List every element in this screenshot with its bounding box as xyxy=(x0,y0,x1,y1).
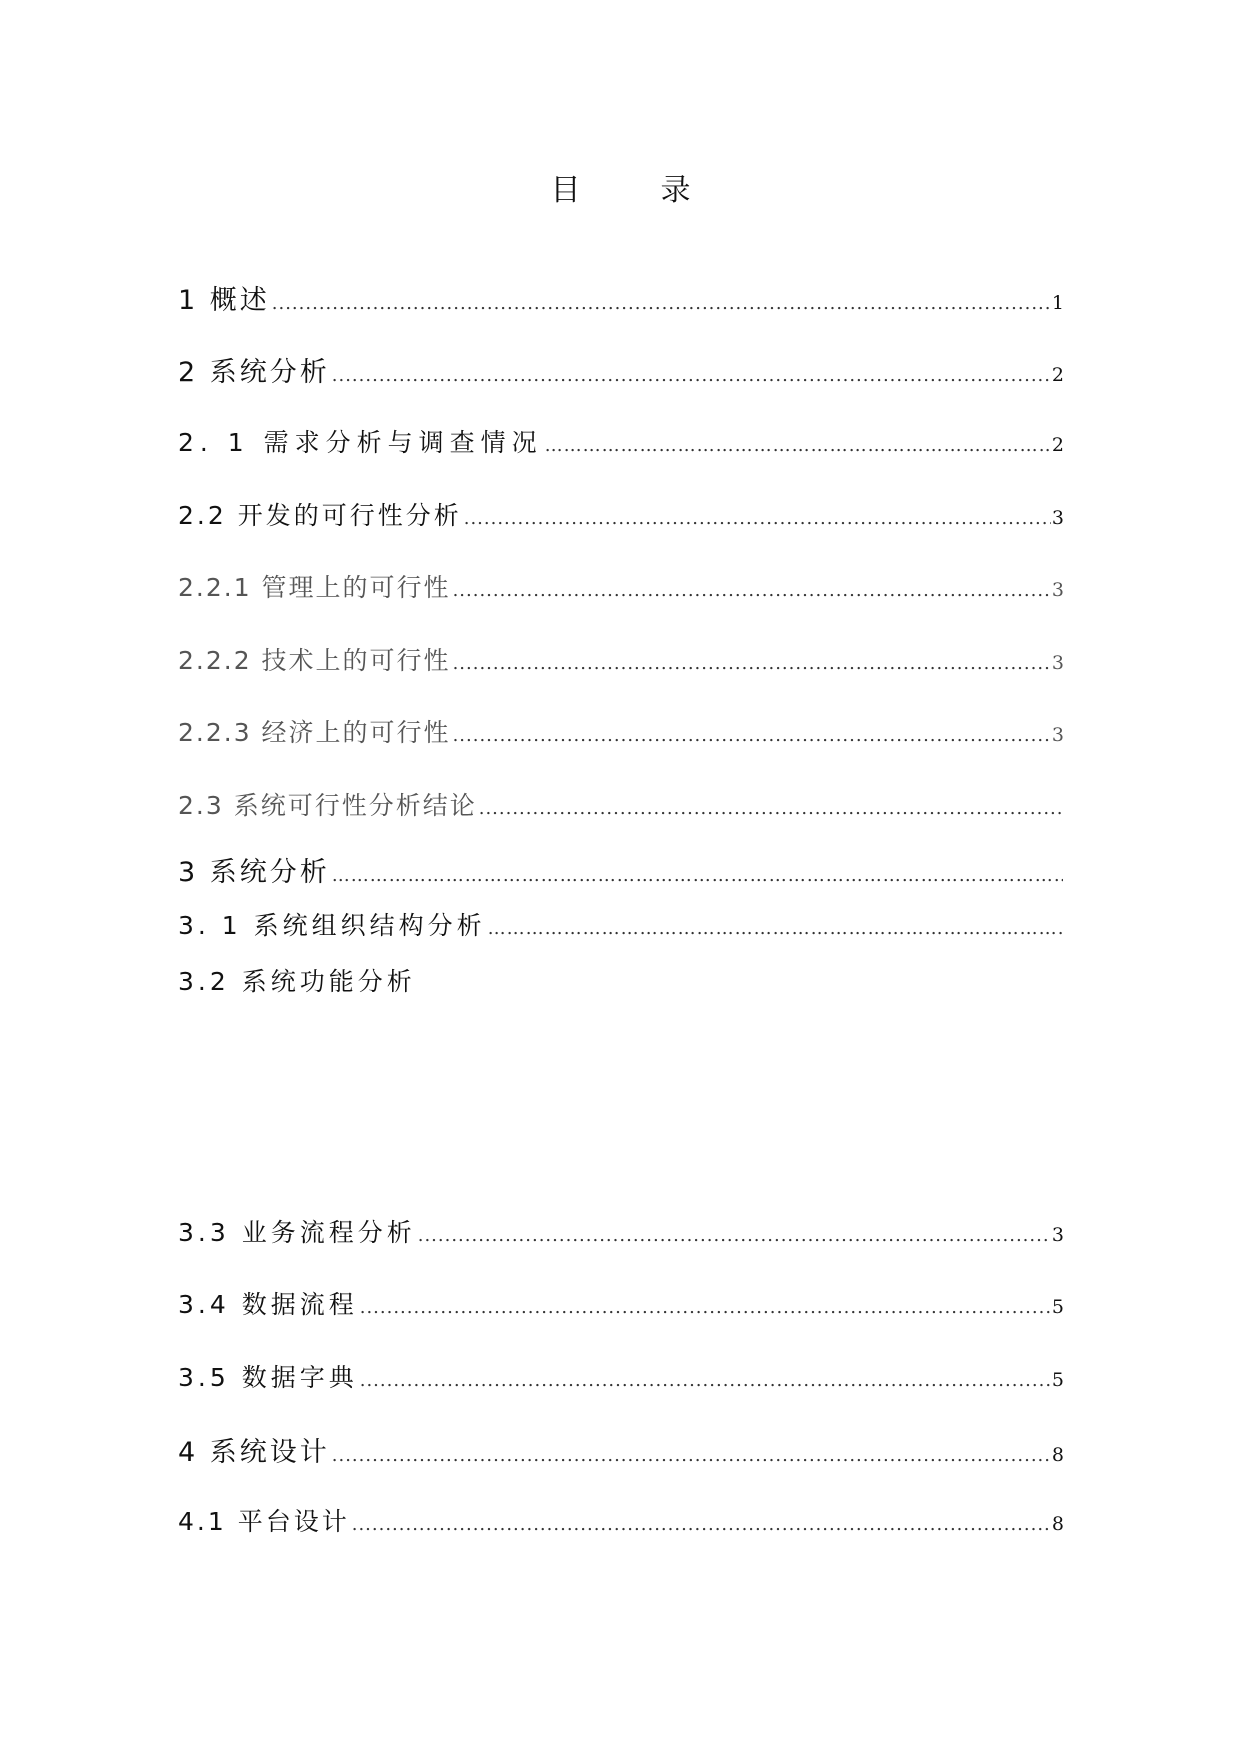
toc-entry[interactable] xyxy=(178,278,1064,317)
toc-entry-page: 3 xyxy=(1051,724,1064,746)
toc-entry-label: 3.2 系统功能分析 xyxy=(178,967,416,996)
toc-entry[interactable] xyxy=(178,1502,1064,1538)
toc-entry[interactable] xyxy=(178,713,1064,749)
toc-entry[interactable] xyxy=(178,1358,1064,1394)
toc-entry[interactable] xyxy=(178,423,1064,459)
toc-entry-label: 3.4 数据流程 xyxy=(178,1290,358,1319)
toc-title xyxy=(0,165,1241,209)
dot-leader xyxy=(332,865,1063,886)
dot-leader xyxy=(332,365,1051,386)
toc-entry-page: 3 xyxy=(1051,579,1064,601)
toc-entry[interactable] xyxy=(178,1285,1064,1321)
dot-leader xyxy=(488,918,1063,939)
dot-leader xyxy=(453,580,1051,601)
toc-entry[interactable] xyxy=(178,962,1064,998)
toc-entry-label: 3 系统分析 xyxy=(178,857,330,888)
dot-leader xyxy=(545,435,1051,456)
toc-entry-page: 8 xyxy=(1051,1444,1064,1466)
toc-entry-label: 4.1 平台设计 xyxy=(178,1507,350,1536)
toc-entry-label: 2 系统分析 xyxy=(178,357,330,388)
toc-entry-label: 2.3 系统可行性分析结论 xyxy=(178,791,477,820)
toc-entry[interactable] xyxy=(178,786,1064,822)
toc-entry[interactable] xyxy=(178,906,1064,942)
toc-entry-page: 3 xyxy=(1051,652,1064,674)
dot-leader xyxy=(464,508,1051,529)
toc-entry-label: 1 概述 xyxy=(178,285,270,316)
toc-entry-label: 3.5 数据字典 xyxy=(178,1363,358,1392)
toc-entry-label: 4 系统设计 xyxy=(178,1437,330,1468)
toc-entry-label: 3. 1 系统组织结构分析 xyxy=(178,911,486,940)
toc-entry-label: 3.3 业务流程分析 xyxy=(178,1218,416,1247)
toc-entry[interactable] xyxy=(178,568,1064,604)
dot-leader xyxy=(453,725,1051,746)
toc-entry[interactable] xyxy=(178,850,1064,889)
toc-entry-label: 2.2.2 技术上的可行性 xyxy=(178,646,451,675)
toc-entry-page: 5 xyxy=(1051,1369,1064,1391)
dot-leader xyxy=(360,1297,1051,1318)
toc-entry-page: 3 xyxy=(1051,1224,1064,1246)
dot-leader xyxy=(272,293,1051,314)
toc-entry-label: 2.2 开发的可行性分析 xyxy=(178,501,462,530)
dot-leader xyxy=(418,1225,1051,1246)
toc-entry-page: 3 xyxy=(1051,507,1064,529)
dot-leader xyxy=(332,1445,1051,1466)
toc-entry[interactable] xyxy=(178,1213,1064,1249)
dot-leader xyxy=(352,1514,1051,1535)
toc-entry[interactable] xyxy=(178,641,1064,677)
dot-leader xyxy=(453,653,1051,674)
toc-entry-page: 2 xyxy=(1051,434,1064,456)
toc-title-char-2: 录 xyxy=(660,173,691,208)
toc-entry[interactable] xyxy=(178,496,1064,532)
toc-entry-label: 2. 1 需求分析与调查情况 xyxy=(178,428,543,457)
toc-entry-page: 2 xyxy=(1051,364,1064,386)
toc-entry-page: 1 xyxy=(1051,292,1064,314)
toc-title-char-1: 目 xyxy=(550,173,581,208)
dot-leader xyxy=(479,798,1063,819)
toc-entry[interactable] xyxy=(178,350,1064,389)
dot-leader xyxy=(360,1370,1051,1391)
toc-entry-page: 8 xyxy=(1051,1513,1064,1535)
toc-entry-page: 5 xyxy=(1051,1296,1064,1318)
toc-entry-label: 2.2.1 管理上的可行性 xyxy=(178,573,451,602)
toc-entry[interactable] xyxy=(178,1430,1064,1469)
toc-entry-label: 2.2.3 经济上的可行性 xyxy=(178,718,451,747)
